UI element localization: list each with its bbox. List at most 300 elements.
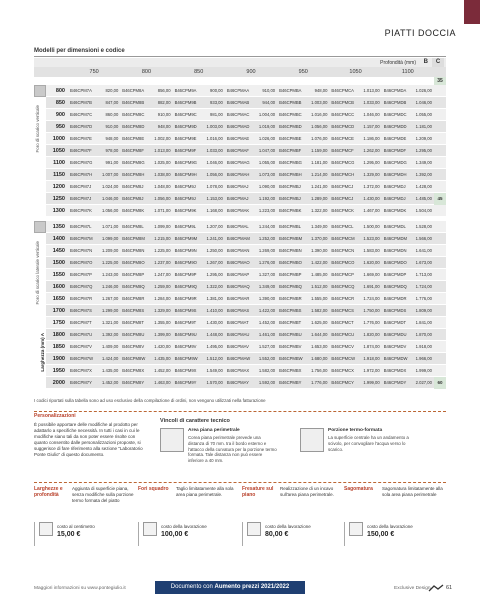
table-cell [225, 368, 277, 373]
option-milling [242, 486, 334, 498]
table-cell [382, 160, 434, 165]
product-price: 1.592,00 [258, 380, 276, 385]
product-code: B46CPMDT [383, 320, 407, 325]
product-code: B46CPM9S [174, 308, 197, 313]
price-label: costo al centimetro [57, 524, 95, 529]
option-shaping [344, 486, 443, 497]
product-code: B46CPM8G [122, 160, 145, 165]
product-price: 1.370,00 [311, 236, 328, 241]
thickness-tag [434, 341, 446, 353]
table-cell [120, 356, 172, 361]
group-side-label [34, 85, 46, 217]
product-price: 856,00 [157, 88, 171, 93]
table-cell [382, 332, 434, 337]
table-cell [120, 236, 172, 241]
product-code: B46CPMBY [279, 380, 302, 385]
product-code: B46CPM9N [174, 248, 197, 253]
product-price: 1.566,00 [415, 236, 432, 241]
table-cell [225, 236, 277, 241]
product-price: 1.073,00 [258, 172, 276, 177]
table-cell [225, 184, 277, 189]
option-key: Fori squadro [138, 486, 169, 492]
table-cell [382, 248, 434, 253]
product-code: B46CPMCQ [331, 284, 355, 289]
table-cell [225, 224, 277, 229]
table-cell [277, 112, 329, 117]
table-cell [173, 208, 225, 213]
table-cell [329, 368, 381, 373]
table-cell [120, 368, 172, 373]
table-cell [68, 88, 120, 93]
table-row [46, 97, 446, 109]
constraint-diagram [300, 428, 324, 452]
product-price: 1.003,00 [206, 124, 223, 129]
product-price: 1.329,00 [363, 172, 380, 177]
table-cell [329, 296, 381, 301]
table-cell [225, 296, 277, 301]
product-price: 1.157,00 [363, 124, 380, 129]
table-cell [173, 344, 225, 349]
product-code: B46CPM9Q [174, 284, 197, 289]
product-price: 1.295,00 [206, 272, 223, 277]
product-price: 1.430,00 [363, 196, 380, 201]
row-length: 900 [55, 111, 65, 118]
product-price: 1.527,00 [258, 344, 276, 349]
table-cell [120, 224, 172, 229]
row-length: 1100 [53, 159, 65, 166]
table-cell [382, 184, 434, 189]
price-update-badge [155, 581, 305, 594]
product-price: 1.076,00 [311, 136, 328, 141]
product-code: B46CPMDH [383, 172, 407, 177]
product-price: 1.463,00 [154, 380, 171, 385]
product-price: 1.002,00 [154, 136, 171, 141]
table-row [46, 317, 446, 329]
product-code: B46CPMDY [383, 380, 407, 385]
table-cell [382, 260, 434, 265]
product-code: B46CPMDP [383, 272, 407, 277]
product-code: B46CPM9E [174, 136, 197, 141]
product-code: B46CPMCO [331, 260, 355, 265]
drain-thumbnail [34, 221, 46, 233]
product-price: 1.999,00 [363, 380, 380, 385]
table-cell [225, 172, 277, 177]
product-price: 1.223,00 [258, 208, 276, 213]
table-cell [120, 320, 172, 325]
product-code: B46CPM7A [70, 88, 92, 93]
product-price: 910,00 [157, 112, 171, 117]
product-price: 1.244,00 [258, 224, 276, 229]
table-row [46, 233, 446, 245]
table-cell [329, 320, 381, 325]
table-row [46, 257, 446, 269]
product-code: B46CPMBU [279, 332, 302, 337]
product-price: 1.026,00 [258, 136, 276, 141]
product-code: B46CPM8V [122, 344, 145, 349]
constraints-title: Vincoli di carattere tecnico [160, 418, 230, 424]
product-code: B46CPMDJ [383, 196, 406, 201]
table-cell [382, 124, 434, 129]
table-group-lateral-drain [34, 221, 446, 389]
product-price: 948,00 [314, 88, 328, 93]
product-code: B46CPMBW [279, 356, 303, 361]
table-cell [225, 88, 277, 93]
product-price: 1.046,00 [101, 196, 119, 201]
thickness-tag [434, 181, 446, 193]
product-code: B46CPM8D [122, 124, 145, 129]
table-cell [120, 344, 172, 349]
product-code: B46CPMAB [226, 100, 250, 105]
row-length: 1250 [52, 195, 65, 202]
product-code: B46CPMDV [383, 344, 407, 349]
product-code: B46CPMBG [279, 160, 302, 165]
group-rows [46, 85, 446, 217]
product-price: 1.512,00 [311, 284, 328, 289]
product-price: 1.399,00 [154, 332, 171, 337]
product-price: 948,00 [157, 124, 171, 129]
product-price: 1.410,00 [206, 308, 223, 313]
table-cell [277, 260, 329, 265]
section-divider [34, 56, 446, 57]
product-code: B46CPM9P [174, 272, 197, 277]
width-header-cell: 900 [246, 69, 256, 75]
table-cell [120, 296, 172, 301]
product-price: 2.027,00 [415, 380, 432, 385]
row-length: 1450 [52, 247, 65, 254]
product-code: B46CPMBA [279, 88, 302, 93]
table-cell [277, 344, 329, 349]
product-code: B46CPMCN [331, 248, 355, 253]
option-text: Taglio limitatamente alla sola area piana perimetrale. [176, 486, 234, 497]
product-code: B46CPM8N [122, 248, 145, 253]
product-code: B46CPM9W [174, 356, 198, 361]
row-length: 1200 [52, 183, 65, 190]
table-cell [225, 124, 277, 129]
product-code: B46CPM8R [122, 296, 145, 301]
product-code: B46CPMDQ [383, 284, 407, 289]
product-code: B46CPM7E [70, 136, 92, 141]
table-cell [329, 260, 381, 265]
product-code: B46CPMAU [226, 332, 250, 337]
product-code: B46CPM7L [70, 224, 92, 229]
price-box-milling [242, 522, 342, 546]
product-code: B46CPM7G [70, 160, 93, 165]
product-code: B46CPMBJ [279, 184, 301, 189]
table-cell [277, 332, 329, 337]
table-cell [277, 160, 329, 165]
table-cell [329, 248, 381, 253]
product-code: B46CPMDB [383, 100, 407, 105]
group-side-label [34, 221, 46, 389]
table-cell [329, 100, 381, 105]
product-code: B46CPMBP [279, 272, 302, 277]
table-cell [68, 248, 120, 253]
product-code: B46CPMAJ [226, 196, 249, 201]
product-code: B46CPMAA [226, 88, 250, 93]
page-number: 61 [446, 585, 453, 591]
table-cell [68, 160, 120, 165]
product-price: 1.007,00 [101, 172, 119, 177]
product-price: 910,00 [262, 88, 276, 93]
product-price: 1.485,00 [415, 196, 432, 201]
table-cell [382, 356, 434, 361]
table-cell [277, 136, 329, 141]
product-price: 1.349,00 [311, 224, 328, 229]
product-code: B46CPM9O [174, 260, 197, 265]
table-cell [173, 100, 225, 105]
table-cell [225, 100, 277, 105]
table-cell [120, 248, 172, 253]
product-code: B46CPM8X [122, 368, 145, 373]
product-price: 1.056,00 [101, 208, 119, 213]
table-cell [68, 296, 120, 301]
table-cell [68, 332, 120, 337]
product-code: B46CPMCC [331, 112, 355, 117]
product-code: B46CPMCU [331, 332, 355, 337]
product-price: 1.409,00 [101, 344, 119, 349]
product-code: B46CPM8Y [122, 380, 145, 385]
constraint-thermoformed [300, 428, 409, 452]
table-cell [173, 260, 225, 265]
table-cell [68, 308, 120, 313]
product-price: 1.327,00 [258, 272, 276, 277]
table-row [46, 157, 446, 169]
table-cell [173, 320, 225, 325]
product-code: B46CPMBK [279, 208, 302, 213]
product-code: B46CPM9V [174, 344, 197, 349]
table-cell [329, 88, 381, 93]
table-cell [68, 260, 120, 265]
thickness-tag [434, 145, 446, 157]
product-code: B46CPM9M [174, 236, 198, 241]
product-code: B46CPM7N [70, 248, 93, 253]
product-price: 1.549,00 [206, 368, 223, 373]
product-price: 1.299,00 [101, 308, 119, 313]
table-row [46, 341, 446, 353]
badge-emphasis: Aumento prezzi 2021/2022 [214, 584, 290, 590]
thickness-tag [434, 205, 446, 217]
product-price: 1.461,00 [258, 332, 276, 337]
product-price: 1.099,00 [154, 224, 171, 229]
table-cell [382, 284, 434, 289]
table-cell [382, 136, 434, 141]
table-cell [68, 136, 120, 141]
product-price: 1.724,00 [363, 296, 380, 301]
table-cell [277, 88, 329, 93]
product-price: 1.241,00 [206, 236, 223, 241]
thickness-tag [434, 329, 446, 341]
product-price: 1.267,00 [206, 260, 223, 265]
product-code: B46CPMAS [226, 308, 250, 313]
product-price: 1.289,00 [311, 196, 328, 201]
brand-color-tab [464, 0, 480, 24]
product-code: B46CPM9A [174, 88, 197, 93]
product-code: B46CPM9F [174, 148, 197, 153]
table-cell [382, 320, 434, 325]
product-price: 1.966,00 [415, 356, 432, 361]
product-price: 1.016,00 [311, 112, 328, 117]
product-price: 1.295,00 [363, 160, 380, 165]
product-price: 1.024,00 [101, 184, 119, 189]
product-code: B46CPMBB [279, 100, 302, 105]
product-price: 1.669,00 [363, 272, 380, 277]
product-code: B46CPMDW [383, 356, 408, 361]
product-price: 1.025,00 [154, 160, 171, 165]
badge-prefix: Documento con [170, 584, 213, 590]
table-cell [329, 284, 381, 289]
product-price: 1.776,00 [363, 320, 380, 325]
table-cell [225, 308, 277, 313]
footer-website-link[interactable]: Maggiori informazioni su www.pontegiulio.it [34, 586, 126, 591]
thickness-tag [434, 133, 446, 145]
table-cell [277, 224, 329, 229]
product-code: B46CPM9J [174, 196, 196, 201]
row-length: 1650 [52, 295, 65, 302]
row-length: 1750 [52, 319, 65, 326]
product-code: B46CPMAT [226, 320, 249, 325]
section-title: Modelli per dimensioni e codice [34, 48, 125, 54]
product-price: 1.209,00 [101, 248, 119, 253]
product-price: 1.267,00 [101, 296, 119, 301]
product-price: 1.756,00 [311, 368, 328, 373]
table-cell [329, 208, 381, 213]
product-price: 1.422,00 [311, 260, 328, 265]
product-code: B46CPM9D [174, 124, 197, 129]
product-price: 1.999,00 [415, 368, 432, 373]
product-price: 1.390,00 [311, 248, 328, 253]
table-cell [277, 172, 329, 177]
table-cell [277, 184, 329, 189]
product-price: 1.428,00 [415, 184, 432, 189]
table-cell [225, 196, 277, 201]
product-price: 1.269,00 [258, 248, 276, 253]
table-group-vertical-drain [34, 85, 446, 217]
table-cell [173, 196, 225, 201]
table-cell [225, 248, 277, 253]
thickness-tag [434, 121, 446, 133]
table-cell [329, 332, 381, 337]
product-code: B46CPM8E [122, 136, 145, 141]
table-cell [225, 112, 277, 117]
table-cell [277, 248, 329, 253]
table-row [46, 145, 446, 157]
table-cell [68, 236, 120, 241]
product-price: 1.673,00 [415, 260, 432, 265]
table-cell [173, 184, 225, 189]
product-code: B46CPM7T [70, 320, 92, 325]
product-price: 1.820,00 [363, 332, 380, 337]
table-cell [277, 148, 329, 153]
table-cell [173, 136, 225, 141]
product-price: 820,00 [105, 88, 119, 93]
product-code: B46CPM9C [174, 112, 197, 117]
product-price: 1.099,00 [101, 236, 119, 241]
product-price: 1.003,00 [311, 100, 328, 105]
product-price: 1.641,00 [415, 248, 432, 253]
product-code: B46CPM8A [122, 88, 145, 93]
product-code: B46CPM9J [174, 184, 196, 189]
table-row [46, 109, 446, 121]
thickness-tag [434, 281, 446, 293]
product-price: 1.512,00 [206, 356, 223, 361]
table-row [46, 329, 446, 341]
group-label-lateral: Foro di scarico laterale verticale [35, 241, 40, 305]
product-code: B46CPMCJ [331, 196, 354, 201]
table-cell [173, 380, 225, 385]
product-price: 1.284,00 [154, 296, 171, 301]
table-cell [173, 332, 225, 337]
product-code: B46CPMAK [226, 208, 250, 213]
product-code: B46CPM8T [122, 320, 144, 325]
product-price: 1.420,00 [154, 344, 171, 349]
width-header-cell: 800 [141, 69, 152, 75]
product-code: B46CPMCR [331, 296, 355, 301]
table-cell [120, 136, 172, 141]
product-code: B46CPM8M [122, 236, 145, 241]
table-cell [382, 308, 434, 313]
product-code: B46CPM9T [174, 320, 197, 325]
row-length: 2000 [52, 379, 65, 386]
product-code: B46CPMAD [226, 124, 250, 129]
table-cell [173, 356, 225, 361]
product-code: B46CPMBO [279, 260, 302, 265]
product-code: B46CPM7W [70, 356, 94, 361]
table-row [46, 221, 446, 233]
table-cell [68, 284, 120, 289]
product-code: B46CPMAL [226, 224, 249, 229]
product-code: B46CPMAE [226, 136, 250, 141]
product-price: 1.048,00 [154, 184, 171, 189]
table-cell [120, 100, 172, 105]
table-cell [329, 344, 381, 349]
table-cell [225, 320, 277, 325]
product-code: B46CPMAR [226, 296, 250, 301]
table-cell [68, 172, 120, 177]
product-price: 1.448,00 [206, 332, 223, 337]
product-code: B46CPM7U [70, 332, 93, 337]
product-price: 1.181,00 [415, 124, 432, 129]
thickness-tag [434, 365, 446, 377]
product-code: B46CPM7B [70, 100, 92, 105]
table-cell [68, 184, 120, 189]
product-price: 1.246,00 [101, 284, 119, 289]
product-code: B46CPM8Q [122, 284, 145, 289]
options-divider [34, 482, 446, 483]
table-cell [225, 208, 277, 213]
product-code: B46CPMDO [383, 260, 407, 265]
thickness-tag [434, 317, 446, 329]
product-price: 1.392,00 [101, 332, 119, 337]
product-price: 1.523,00 [363, 236, 380, 241]
product-price: 1.500,00 [363, 224, 380, 229]
page-header [0, 0, 480, 40]
thickness-tag: 45 [434, 193, 446, 205]
product-code: B46CPMCA [331, 88, 354, 93]
table-cell [173, 172, 225, 177]
table-cell [329, 308, 381, 313]
personalization-title: Personalizzazioni [34, 413, 76, 419]
product-price: 1.724,00 [415, 284, 432, 289]
table-cell [225, 148, 277, 153]
product-price: 1.321,00 [101, 320, 119, 325]
table-cell [277, 272, 329, 277]
table-cell [329, 356, 381, 361]
price-label: costo della lavorazione [265, 524, 311, 529]
product-price: 1.918,00 [363, 356, 380, 361]
product-code: B46CPM7M [70, 236, 93, 241]
product-code: B46CPM8O [122, 260, 145, 265]
product-price: 1.452,00 [101, 380, 119, 385]
